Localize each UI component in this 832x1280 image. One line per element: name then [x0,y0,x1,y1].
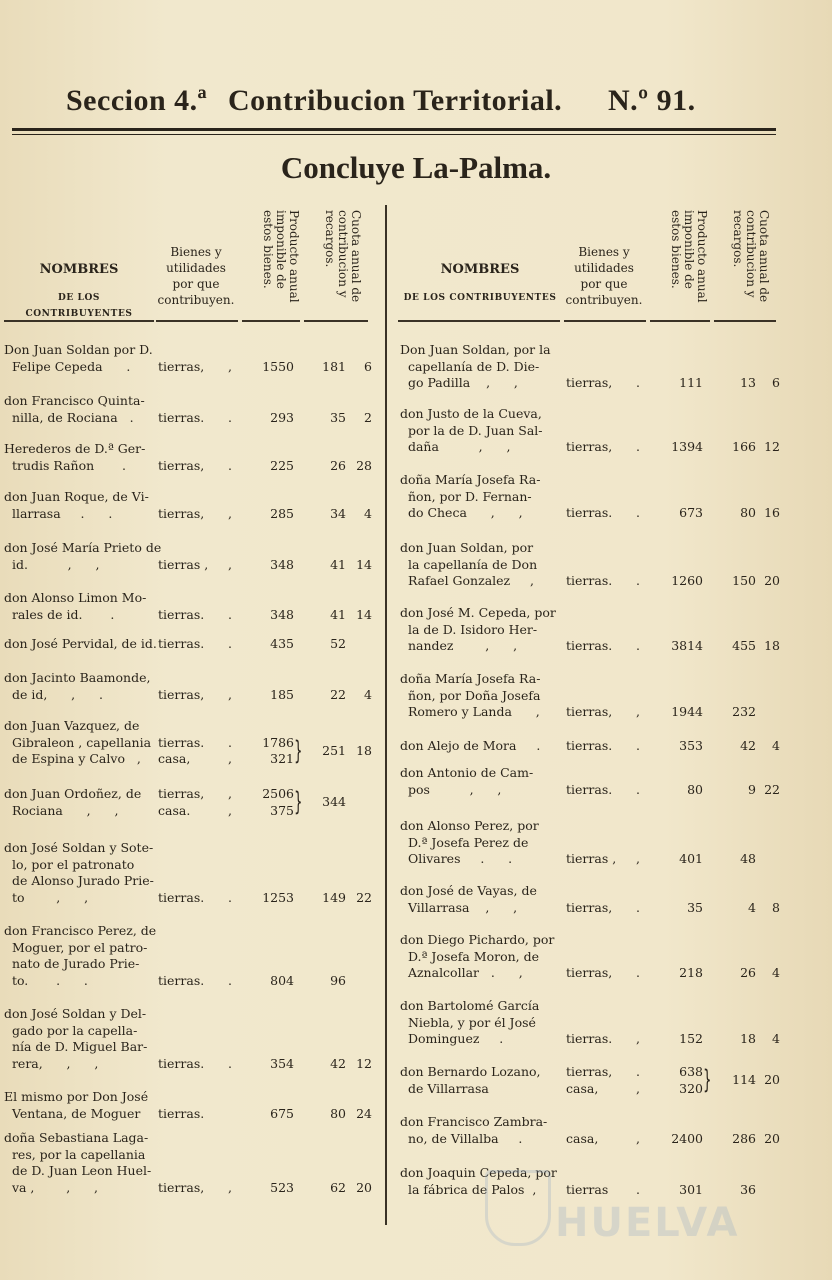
cuota-header-left: Cuota anual de contribucion y recargos. [323,210,363,303]
bienes-cell: tierras, [566,899,613,915]
sep-cell: , [228,556,232,572]
sep-cell: . [636,781,640,797]
bienes-cell: tierras. [158,606,205,622]
contributor-name: don Juan Ordoñez, de Rociana , , [4,786,142,818]
contributor-name: don Bernardo Lozano, de Villarrasa [400,1064,541,1096]
bienes-cell: tierras, [158,457,205,473]
sep-cell: . [228,972,232,988]
producto-cell: 3814 [671,638,703,653]
producto-cell: 1394 [671,439,703,454]
sep-cell: , , [228,786,232,818]
producto-header-left: Producto anual imponible de estos bienes. [261,210,301,303]
cuota-cell: 34 [330,505,346,521]
sep-cell: , [228,1179,232,1195]
sep-cell: . [636,738,640,753]
producto-cell: 348 [270,556,294,572]
producto-cell: 401 [679,851,703,866]
fr-cell: 20 [764,1072,780,1087]
bienes-cell: tierras, casa. [158,786,205,818]
fr-cell: 20 [764,573,780,588]
producto-cell: 285 [270,505,294,521]
producto-cell: 435 [270,636,294,651]
cuota-cell: 22 [330,686,346,702]
names-header-text: NOMBRES [440,262,520,277]
bienes-cell: tierras. [566,781,613,797]
sep-cell: . [636,375,640,390]
watermark-text: HUELVA [555,1200,740,1246]
producto-cell: 80 [687,781,703,797]
bienes-cell: tierras. [566,738,613,753]
fr-cell: 6 [364,358,372,374]
cuota-cell: 4 [748,899,756,915]
sep-cell: . , [636,1064,640,1096]
contributor-name: don Antonio de Cam- pos , , [400,765,534,797]
contributor-name: don Juan Vazquez, de Gibraleon , capellania de Espina y Calvo , [4,718,152,766]
names-header-sub: DE LOS CONTRIBUYENTES [403,293,557,303]
bienes-cell: tierras. casa, [158,734,205,766]
bienes-cell: tierras. [158,1055,205,1071]
header-underline [4,320,154,322]
contributor-name: don Alejo de Mora . [400,738,541,753]
cuota-cell: 41 [330,556,346,572]
names-header-right [400,262,560,306]
fr-cell: 2 [364,409,372,425]
archive-watermark [420,1160,760,1260]
cuota-cell: 286 [732,1130,756,1146]
bienes-cell: tierras. [566,638,613,653]
contributor-name: don Alonso Limon Mo- rales de id. . [4,590,147,622]
cuota-cell: 42 [740,738,756,753]
bienes-cell: tierras , [158,556,209,572]
producto-cell: 1550 [262,358,294,374]
bienes-cell: tierras, [158,1179,205,1195]
sep-cell: , [636,704,640,719]
bienes-cell: tierras. [158,972,205,988]
shield-icon [485,1170,551,1246]
producto-cell: 152 [679,1031,703,1046]
cuota-cell: 26 [740,965,756,980]
bienes-cell: casa, [566,1130,599,1146]
sep-cell: . , [228,734,232,766]
fr-cell: 28 [356,457,372,473]
cuota-cell: 18 [740,1031,756,1046]
names-header-sub: DE LOS CONTRIBUYENTES [25,293,133,319]
bienes-cell: tierras, [566,704,613,719]
producto-cell: 1786 321 [262,734,294,766]
fr-cell: 12 [356,1055,372,1071]
sep-cell: . [228,606,232,622]
cuota-cell: 455 [732,638,756,653]
header-rule [12,128,776,131]
producto-cell: 638 320 [679,1064,703,1096]
fr-cell: 6 [772,375,780,390]
contributor-name: don Joaquin Cepeda, por la fábrica de Palos , [400,1165,557,1197]
sep-cell: , [228,686,232,702]
cuota-cell: 150 [732,573,756,588]
sep-cell: , [228,505,232,521]
cuota-cell: 36 [740,1181,756,1197]
producto-cell: 35 [687,899,703,915]
cuota-cell: 114 [732,1072,756,1087]
bienes-cell: tierras [566,1181,609,1197]
bienes-cell: tierras. [158,1105,205,1121]
sep-cell: . [228,1055,232,1071]
sep-cell: , [636,851,640,866]
fr-cell: 24 [356,1105,372,1121]
cuota-cell: 166 [732,439,756,454]
cuota-cell: 80 [740,505,756,520]
header-underline [714,320,776,322]
producto-cell: 2400 [671,1130,703,1146]
producto-cell: 225 [270,457,294,473]
contributor-name: don Justo de la Cueva, por la de D. Juan Sal- daña , , [400,406,543,454]
cuota-cell: 149 [322,889,346,905]
producto-cell: 1253 [262,889,294,905]
bienes-cell: tierras. [158,636,205,651]
contributor-name: don Francisco Perez, de Moguer, por el patro- nato de Jurado Prie- to. . . [4,923,157,988]
section-label: Seccion 4.ª [66,84,208,117]
sep-cell: . [636,1181,640,1197]
sep-cell: , [636,1130,640,1146]
bienes-cell: tierras, [566,375,613,390]
contributor-name: don Bartolomé García Niebla, y por él José Dominguez . [400,998,540,1046]
sep-cell: . [636,638,640,653]
producto-cell: 1260 [671,573,703,588]
brace-icon: } [703,1065,712,1095]
cuota-cell: 62 [330,1179,346,1195]
bienes-cell: tierras. [158,889,205,905]
contributor-name: Don Juan Soldan, por la capellanía de D. Die- go Padilla , , [400,342,551,390]
producto-cell: 218 [679,965,703,980]
bienes-cell: tierras, [158,686,205,702]
names-header-left [4,262,154,322]
sep-cell: . [228,409,232,425]
contributor-name: don José de Vayas, de Villarrasa , , [400,883,537,915]
sep-cell: , [228,358,232,374]
contributor-name: don José Pervidal, de id. [4,636,157,651]
producto-cell: 111 [679,375,703,390]
producto-cell: 348 [270,606,294,622]
contributor-name: doña Sebastiana Laga- res, por la capellania de D. Juan Leon Huel- va , , , [4,1130,152,1195]
sep-cell: , [636,1031,640,1046]
fr-cell: 8 [772,899,780,915]
contributor-name: don Juan Roque, de Vi- llarrasa . . [4,489,149,521]
producto-cell: 675 [270,1105,294,1121]
fr-cell: 20 [764,1130,780,1146]
producto-cell: 293 [270,409,294,425]
fr-cell: 20 [356,1179,372,1195]
cuota-cell: 48 [740,851,756,866]
fr-cell: 16 [764,505,780,520]
fr-cell: 22 [356,889,372,905]
fr-cell: 4 [772,1031,780,1046]
fr-cell: 18 [764,638,780,653]
bienes-cell: tierras. [566,505,613,520]
bienes-header-right: Bienes y utilidades por que contribuyen. [565,245,643,307]
brace-icon: } [294,735,303,766]
bienes-cell: tierras. [158,409,205,425]
contributor-name: don José María Prieto de id. , , [4,540,162,572]
cuota-cell: 26 [330,457,346,473]
bienes-cell: tierras, [566,965,613,980]
header-title: Contribucion Territorial. [228,84,563,117]
bienes-cell: tierras, [566,439,613,454]
producto-cell: 353 [679,738,703,753]
bienes-cell: tierras, [158,358,205,374]
contributor-name: doña María Josefa Ra- ñon, por Doña Josefa Romero y Landa , [400,671,541,719]
cuota-cell: 232 [732,704,756,719]
fr-cell: 4 [772,965,780,980]
names-header-text: NOMBRES [39,262,119,277]
bienes-cell: tierras. [566,1031,613,1046]
cuota-cell: 96 [330,972,346,988]
bienes-cell: tierras, [158,505,205,521]
header-underline [156,320,238,322]
sep-cell: . [636,899,640,915]
producto-cell: 1944 [671,704,703,719]
bienes-header-left: Bienes y utilidades por que contribuyen. [157,245,235,307]
cuota-cell: 35 [330,409,346,425]
sep-cell: . [228,457,232,473]
contributor-name: don Francisco Quinta- nilla, de Rociana . [4,393,145,425]
fr-cell: 4 [772,738,780,753]
header-underline [398,320,560,322]
producto-cell: 185 [270,686,294,702]
bienes-cell: tierras, casa, [566,1064,613,1096]
sep-cell: . [636,439,640,454]
contributor-name: Don Juan Soldan por D. Felipe Cepeda . [4,342,153,374]
producto-cell: 301 [679,1181,703,1197]
cuota-cell: 13 [740,375,756,390]
producto-cell: 354 [270,1055,294,1071]
header-underline [242,320,300,322]
contributor-name: don José M. Cepeda, por la de D. Isidoro Her- nandez , , [400,605,556,653]
fr-cell: 18 [356,742,372,758]
header-underline [650,320,710,322]
contributor-name: don José Soldan y Del- gado por la capella- nía de D. Miguel Bar- rera, , , [4,1006,148,1071]
contributor-name: don Francisco Zambra- no, de Villalba . [400,1114,548,1146]
bienes-cell: tierras , [566,851,617,866]
fr-cell: 12 [764,439,780,454]
contributor-name: Herederos de D.ª Ger- trudis Rañon . [4,441,146,473]
cuota-header-right: Cuota anual de contribucion y recargos. [731,210,771,303]
cuota-cell: 9 [748,781,756,797]
cuota-cell: 181 [322,358,346,374]
producto-cell: 2506 375 [262,786,294,818]
cuota-cell: 42 [330,1055,346,1071]
fr-cell: 14 [356,606,372,622]
bienes-cell: tierras. [566,573,613,588]
contributor-name: don Diego Pichardo, por D.ª Josefa Moron, de Aznalcollar . , [400,932,555,980]
header-rule-thin [12,134,776,135]
producto-cell: 804 [270,972,294,988]
fr-cell: 22 [764,781,780,797]
contributor-name: don José Soldan y Sote- lo, por el patronato de Alonso Jurado Prie- to , , [4,840,154,905]
contributor-name: El mismo por Don José Ventana, de Moguer [4,1089,149,1121]
producto-header-right: Producto anual imponible de estos bienes. [669,210,709,303]
brace-icon: } [294,787,303,817]
page-subtitle: Concluye La-Palma. [280,150,552,185]
fr-cell: 4 [364,505,372,521]
sep-cell: . [636,573,640,588]
sep-cell: . [636,505,640,520]
fr-cell: 4 [364,686,372,702]
cuota-cell: 52 [330,636,346,651]
issue-number: N.º 91. [608,84,696,117]
producto-cell: 523 [270,1179,294,1195]
header-underline [304,320,368,322]
sep-cell: . [636,965,640,980]
sep-cell: . [228,636,232,651]
cuota-cell: 41 [330,606,346,622]
cuota-cell: 251 [322,742,346,758]
contributor-name: doña María Josefa Ra- ñon, por D. Fernan- do Checa , , [400,472,541,520]
contributor-name: don Alonso Perez, por D.ª Josefa Perez de Olivares . . [400,818,539,866]
fr-cell: 14 [356,556,372,572]
column-divider [385,205,387,1225]
producto-cell: 673 [679,505,703,520]
cuota-cell: 344 [322,794,346,809]
contributor-name: don Jacinto Baamonde, de id, , . [4,670,151,702]
header-underline [564,320,646,322]
contributor-name: don Juan Soldan, por la capellanía de Don Rafael Gonzalez , [400,540,538,588]
sep-cell: . [228,889,232,905]
cuota-cell: 80 [330,1105,346,1121]
